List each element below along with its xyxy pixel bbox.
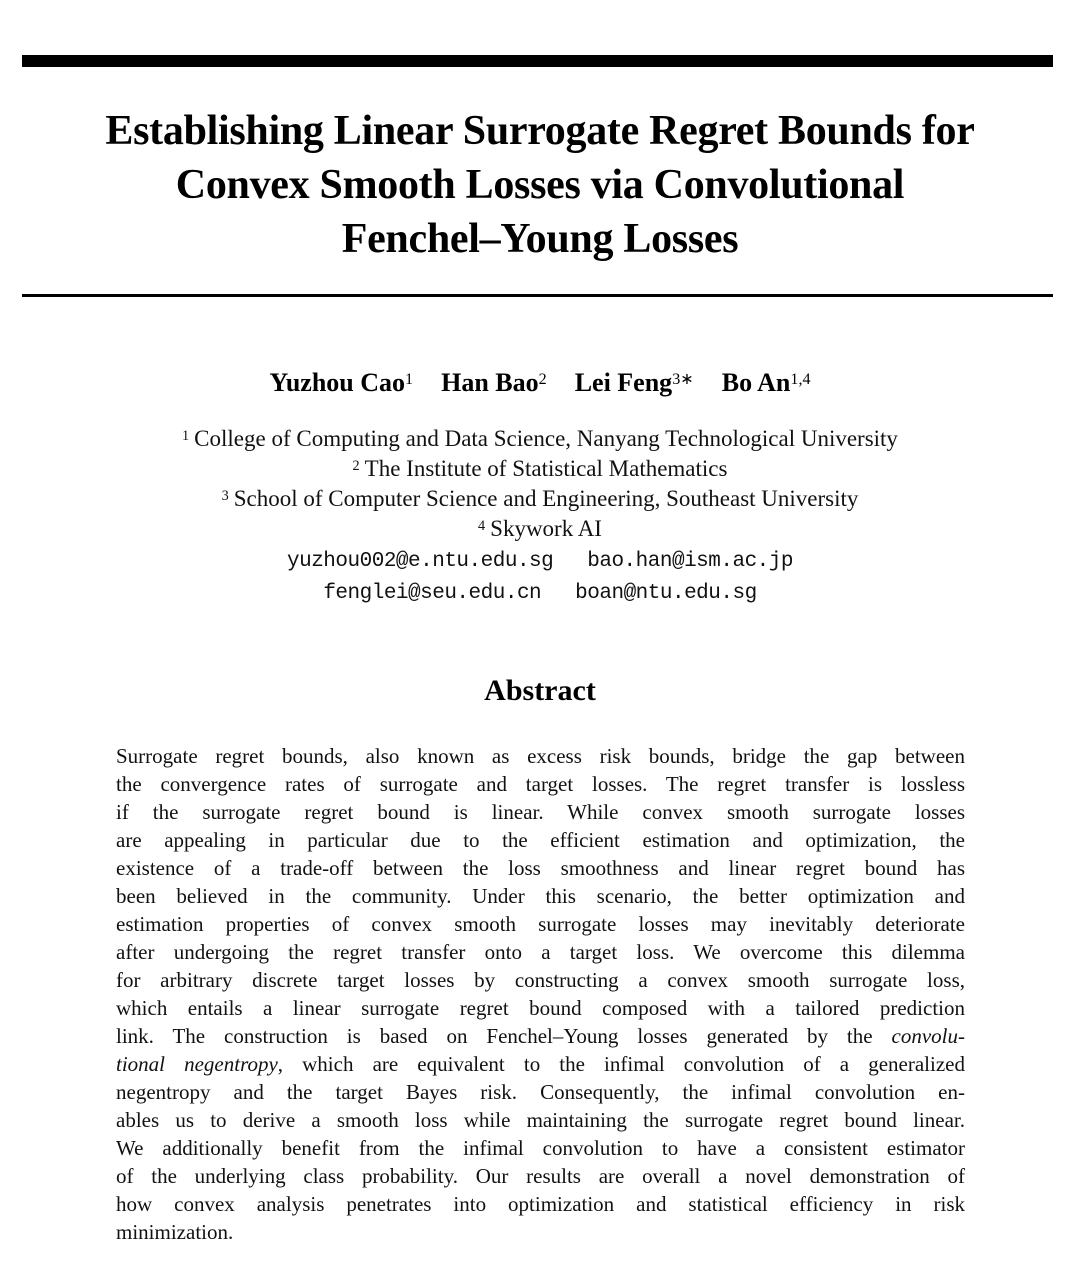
affiliation-text: School of Computer Science and Engineering, Southeast University — [233, 486, 859, 511]
author — [722, 368, 811, 397]
abstract-text: existence of a trade-off between the loss smoothness and linear regret bound has — [116, 856, 965, 880]
author-superscript: 1,4 — [790, 370, 811, 388]
abstract-text: Surrogate regret bounds, also known as excess risk bounds, bridge the gap between — [116, 744, 965, 768]
affiliation-superscript: 2 — [352, 457, 360, 474]
author-name: Han Bao — [441, 368, 539, 397]
abstract-line — [116, 1050, 965, 1078]
abstract-text: after undergoing the regret transfer onto a target loss. We overcome this dilemma — [116, 940, 965, 964]
paper-title-line: Establishing Linear Surrogate Regret Bounds for — [105, 108, 975, 154]
abstract-line — [116, 882, 965, 910]
paper-title-line: Fenchel–Young Losses — [341, 216, 739, 262]
abstract-line — [116, 826, 965, 854]
email-address: fenglei@seu.edu.cn — [323, 582, 542, 605]
top-rule — [22, 55, 1053, 67]
abstract-text: estimation properties of convex smooth surrogate losses may inevitably deteriorate — [116, 912, 965, 936]
abstract-line — [116, 1218, 965, 1246]
abstract-line — [116, 1022, 965, 1050]
affiliation-text: Skywork AI — [490, 516, 602, 541]
author — [269, 368, 413, 397]
affiliation-text: The Institute of Statistical Mathematics — [364, 456, 728, 481]
abstract-line — [116, 1106, 965, 1134]
abstract-text: which entails a linear surrogate regret bound composed with a tailored prediction — [116, 996, 965, 1020]
email-line — [0, 578, 1080, 610]
abstract-heading: Abstract — [484, 674, 596, 707]
abstract-body — [116, 742, 965, 1246]
email-line — [0, 546, 1080, 578]
abstract-line — [116, 854, 965, 882]
abstract-text: We additionally benefit from the infimal convolution to have a consistent estimator — [116, 1136, 965, 1160]
email-address: bao.han@ism.ac.jp — [587, 550, 793, 573]
abstract-text: , which are equivalent to the infimal convolution of a generalized — [277, 1052, 965, 1076]
author-superscript: 1 — [405, 370, 414, 388]
abstract-text: of the underlying class probability. Our results are overall a novel demonstration of — [116, 1164, 965, 1188]
affiliation-line — [0, 454, 1080, 484]
author-name: Yuzhou Cao — [269, 368, 406, 397]
affiliations — [0, 424, 1080, 544]
affiliation-superscript: 3 — [221, 487, 229, 504]
email-address: boan@ntu.edu.sg — [575, 582, 757, 605]
abstract-text: are appealing in particular due to the efficient estimation and optimization, the — [116, 828, 965, 852]
abstract-text: minimization. — [116, 1220, 234, 1244]
paper-title-line: Convex Smooth Losses via Convolutional — [175, 162, 905, 208]
author — [575, 368, 694, 397]
abstract-line — [116, 938, 965, 966]
abstract-text: the convergence rates of surrogate and target losses. The regret transfer is lossless — [116, 772, 965, 796]
authors-line — [0, 368, 1080, 398]
abstract-emphasis: tional negentropy — [116, 1052, 278, 1076]
abstract-line — [116, 1190, 965, 1218]
author — [441, 368, 547, 397]
abstract-line — [116, 910, 965, 938]
affiliation-line — [0, 424, 1080, 454]
abstract-line — [116, 770, 965, 798]
author-superscript: 2 — [538, 370, 547, 388]
affiliation-superscript: 1 — [182, 427, 190, 444]
abstract-line — [116, 994, 965, 1022]
email-address: yuzhou002@e.ntu.edu.sg — [287, 550, 554, 573]
emails — [0, 546, 1080, 610]
author-superscript: 3∗ — [672, 370, 694, 388]
abstract-text: for arbitrary discrete target losses by constructing a convex smooth surrogate loss, — [116, 968, 965, 992]
abstract-line — [116, 1162, 965, 1190]
abstract-text: been believed in the community. Under this scenario, the better optimization and — [116, 884, 965, 908]
abstract-emphasis: convolu- — [891, 1024, 965, 1048]
abstract-text: if the surrogate regret bound is linear. While convex smooth surrogate losses — [116, 800, 965, 824]
title-rule — [22, 294, 1053, 297]
abstract-line — [116, 742, 965, 770]
abstract-line — [116, 1134, 965, 1162]
author-name: Bo An — [721, 368, 791, 397]
author-name: Lei Feng — [574, 368, 673, 397]
affiliation-line — [0, 484, 1080, 514]
abstract-line — [116, 1078, 965, 1106]
abstract-text: negentropy and the target Bayes risk. Consequently, the infimal convolution en- — [116, 1080, 965, 1104]
abstract-text: ables us to derive a smooth loss while maintaining the surrogate regret bound linear. — [116, 1108, 965, 1132]
abstract-line — [116, 798, 965, 826]
affiliation-superscript: 4 — [478, 517, 486, 534]
abstract-text: how convex analysis penetrates into optimization and statistical efficiency in risk — [116, 1192, 965, 1216]
abstract-text: link. The construction is based on Fenchel–Young losses generated by the — [116, 1024, 892, 1048]
abstract-line — [116, 966, 965, 994]
affiliation-text: College of Computing and Data Science, Nanyang Technological University — [194, 426, 898, 451]
paper-title — [0, 104, 1080, 266]
affiliation-line — [0, 514, 1080, 544]
